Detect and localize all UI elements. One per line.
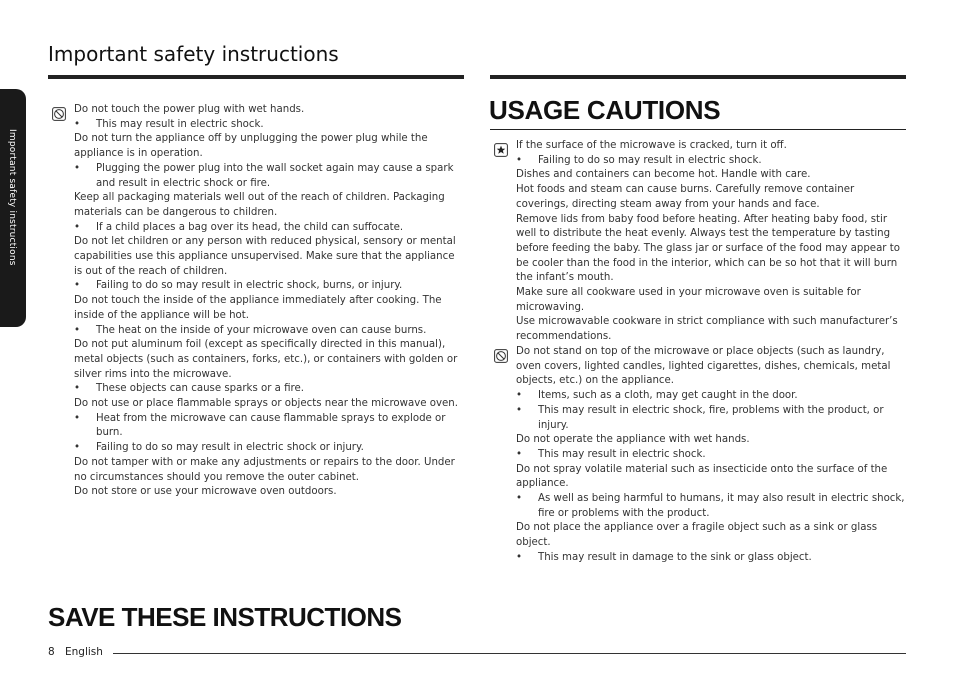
bullet-text: Failing to do so may result in electric shock.: [538, 154, 762, 166]
instruction-text: Do not touch the power plug with wet hands.: [74, 104, 305, 115]
instruction-text: Dishes and containers can become hot. Handle with care.: [516, 169, 811, 181]
instruction-text: Do not let children or any person with reduced physical, sensory or mental capabilities use this appliance unsupervised. Make sure that the appliance is out of the reach of children.: [74, 236, 456, 277]
bullet-text: The heat on the inside of your microwave oven can cause burns.: [96, 324, 427, 336]
instruction-text: Do not place the appliance over a fragile object such as a sink or glass object.: [516, 522, 878, 549]
save-instructions-title: SAVE THESE INSTRUCTIONS: [48, 602, 402, 632]
bullet-glyph: •: [516, 448, 523, 460]
bullet-text: Items, such as a cloth, may get caught in the door.: [538, 390, 798, 402]
instruction-text: Do not operate the appliance with wet hands.: [516, 434, 750, 446]
bullet-text: Failing to do so may result in electric shock, burns, or injury.: [96, 280, 403, 292]
header-rule-right: [490, 75, 906, 79]
bullet-text: This may result in damage to the sink or glass object.: [538, 551, 812, 563]
instruction-text: Do not turn the appliance off by unplugging the power plug while the appliance is in operation.: [74, 133, 428, 160]
side-tab-label: Important safety instructions: [7, 129, 17, 266]
instruction-text: Do not spray volatile material such as insecticide onto the surface of the appliance.: [516, 463, 888, 490]
bullet-item: [74, 324, 460, 339]
bullet-item: [74, 118, 460, 133]
bullet-glyph: •: [74, 442, 81, 454]
bullet-glyph: •: [516, 493, 523, 505]
bullet-item: [74, 221, 460, 236]
bullet-text: Failing to do so may result in electric shock or injury.: [96, 442, 364, 454]
instruction-text: Do not tamper with or make any adjustments or repairs to the door. Under no circumstances should you remove the outer cabinet.: [74, 456, 455, 483]
bullet-glyph: •: [74, 412, 81, 424]
footer-rule: [113, 653, 906, 654]
bullet-glyph: •: [516, 551, 523, 563]
header-rule-left: [48, 75, 464, 79]
star-icon: [494, 142, 508, 156]
right-block-1: [516, 139, 906, 345]
bullet-text: Heat from the microwave can cause flammable sprays to explode or burn.: [96, 412, 446, 439]
instruction-text: If the surface of the microwave is cracked, turn it off.: [516, 140, 787, 151]
bullet-item: [74, 382, 460, 397]
instruction-text: Do not touch the inside of the appliance immediately after cooking. The inside of the appliance will be hot.: [74, 295, 442, 321]
bullet-item: [516, 448, 906, 463]
right-block-2: [516, 345, 906, 566]
left-column: [74, 103, 460, 500]
instruction-text: Hot foods and steam can cause burns. Carefully remove container coverings, directing steam away from your hands and face.: [516, 184, 855, 210]
instruction-text: Do not store or use your microwave oven outdoors.: [74, 486, 337, 498]
section-title: Important safety instructions: [48, 42, 339, 66]
bullet-glyph: •: [74, 118, 81, 130]
bullet-glyph: •: [516, 404, 523, 416]
bullet-glyph: •: [74, 280, 81, 292]
bullet-text: This may result in electric shock, fire, problems with the product, or injury.: [538, 404, 884, 431]
bullet-item: [516, 492, 906, 521]
bullet-text: As well as being harmful to humans, it may also result in electric shock, fire or problems with the product.: [538, 493, 905, 519]
page-number: 8: [48, 646, 55, 658]
bullet-glyph: •: [74, 162, 81, 174]
bullet-item: [74, 412, 460, 441]
usage-cautions-title: USAGE CAUTIONS: [489, 95, 721, 125]
instruction-text: Do not use or place flammable sprays or objects near the microwave oven.: [74, 398, 458, 410]
side-tab: [0, 89, 26, 327]
bullet-item: [516, 154, 906, 169]
instruction-text: Do not stand on top of the microwave or place objects (such as laundry, oven covers, lighted candles, lighted cigarettes, dishes, chemicals, metal objects, etc.) on the appliance.: [516, 346, 891, 387]
prohibit-icon: [52, 106, 66, 120]
bullet-glyph: •: [74, 221, 81, 233]
bullet-item: [74, 441, 460, 456]
usage-rule: [490, 129, 906, 130]
bullet-glyph: •: [74, 324, 81, 336]
bullet-text: This may result in electric shock.: [538, 448, 706, 460]
bullet-text: These objects can cause sparks or a fire.: [96, 383, 305, 395]
bullet-text: Plugging the power plug into the wall socket again may cause a spark and result in electric shock or fire.: [96, 162, 454, 189]
instruction-text: Make sure all cookware used in your microwave oven is suitable for microwaving.: [516, 287, 861, 313]
footer-language: English: [65, 646, 103, 658]
bullet-item: [74, 279, 460, 294]
instruction-text: Keep all packaging materials well out of the reach of children. Packaging materials can be dangerous to children.: [74, 192, 445, 218]
prohibit-icon: [494, 348, 508, 362]
bullet-item: [516, 404, 906, 433]
instruction-text: Remove lids from baby food before heating. After heating baby food, stir well to distribute the heat evenly. Always test the temperature by tasting before feeding the baby. The glass jar or surface of the food may appear to be cooler than the food in the interior, which can be so hot that it will burn the infant’s mouth.: [516, 213, 900, 284]
bullet-glyph: •: [516, 154, 523, 166]
bullet-text: This may result in electric shock.: [96, 118, 264, 130]
instruction-text: Do not put aluminum foil (except as specifically directed in this manual), metal objects (such as containers, forks, etc.), or containers with golden or silver rims into the microwave.: [74, 339, 458, 380]
instruction-text: Use microwavable cookware in strict compliance with such manufacturer’s recommendations.: [516, 316, 898, 343]
bullet-item: [516, 551, 906, 566]
bullet-text: If a child places a bag over its head, the child can suffocate.: [96, 221, 404, 233]
bullet-item: [516, 389, 906, 404]
bullet-item: [74, 162, 460, 191]
bullet-glyph: •: [516, 390, 523, 402]
bullet-glyph: •: [74, 383, 81, 395]
